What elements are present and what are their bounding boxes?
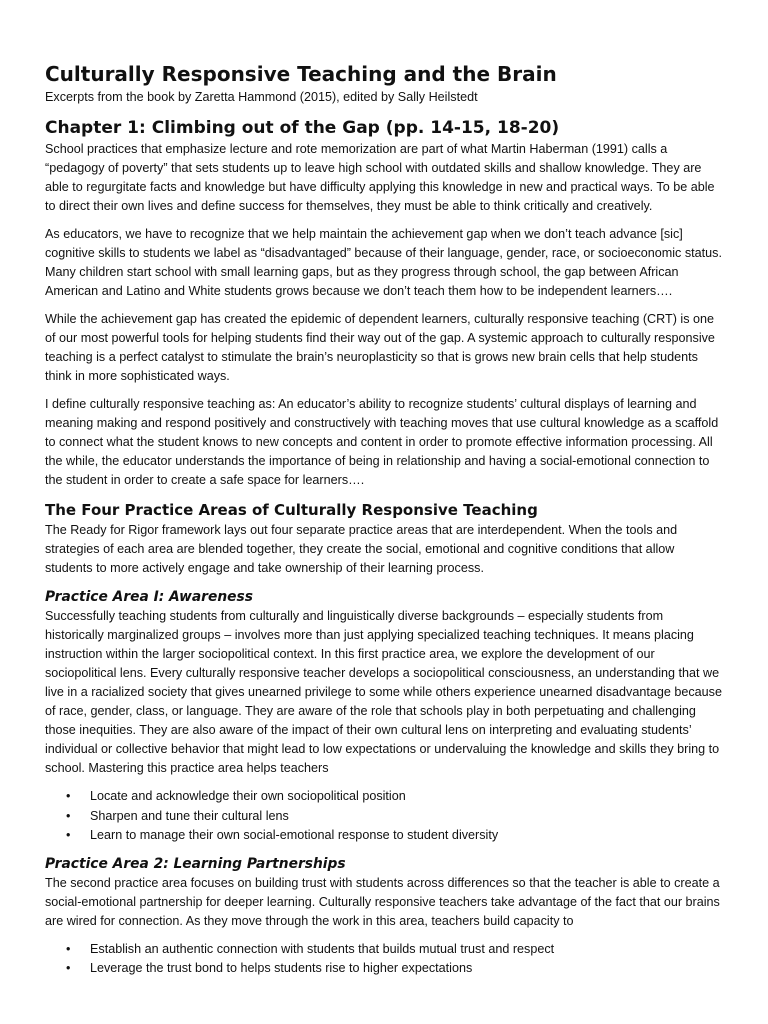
- list-item-text: Sharpen and tune their cultural lens: [90, 808, 289, 823]
- practice-area-1-list: [45, 787, 723, 846]
- chapter-paragraph: School practices that emphasize lecture and rote memorization are part of what Martin Haberman (1991) calls a “pedagogy of poverty” that sets students up to leave high school with outdated skills and shallow knowledge. They are able to regurgitate facts and knowledge but have difficulty applying this knowledge in new and practical ways. To be able to direct their own lives and define success for themselves, they must be able to think critically and creatively.: [45, 142, 715, 213]
- chapter-heading: Chapter 1: Climbing out of the Gap (pp. 14-15, 18-20): [45, 118, 560, 138]
- document-subtitle: Excerpts from the book by Zaretta Hammond (2015), edited by Sally Heilstedt: [45, 90, 478, 104]
- list-item: [66, 959, 723, 979]
- chapter-paragraph: I define culturally responsive teaching as: An educator’s ability to recognize students’ cultural displays of learning and meaning making and respond positively and constructively with teaching moves that use cultural knowledge as a scaffold to connect what the student knows to new concepts and content in order to promote effective information processing. All the while, the educator understands the importance of being in relationship and having a social-emotional connection to the student in order to create a safe space for learners….: [45, 397, 719, 487]
- practice-area-1-paragraph: Successfully teaching students from culturally and linguistically diverse backgrounds – especially students from historically marginalized groups – involves more than just applying specialized teaching techniques. It means placing instruction within the larger sociopolitical context. In this first practice area, we explore the development of our sociopolitical lens. Every culturally responsive teacher develops a sociopolitical consciousness, an understanding that we live in a racialized society that gives unearned privilege to some while others experience unearned disadvantage because of race, gender, class, or language. They are aware of the role that schools play in both perpetuating and challenging those inequities. They are also aware of the impact of their own cultural lens on interpreting and evaluating students’ individual or collective behavior that might lead to low expectations or undervaluing the knowledge and skills they bring to school. Mastering this practice area helps teachers: [45, 609, 722, 775]
- list-item: [66, 826, 723, 846]
- list-item-text: Learn to manage their own social-emotional response to student diversity: [90, 828, 499, 842]
- practice-area-1-heading: Practice Area I: Awareness: [45, 589, 253, 605]
- four-areas-paragraph: The Ready for Rigor framework lays out four separate practice areas that are interdependent. When the tools and strategies of each area are blended together, they create the social, emotional and cognitive conditions that allow students to more actively engage and take ownership of their learning process.: [45, 523, 678, 575]
- list-item-text: Leverage the trust bond to helps students rise to higher expectations: [90, 961, 473, 975]
- bullet-icon: •: [66, 961, 71, 975]
- four-areas-heading: The Four Practice Areas of Culturally Responsive Teaching: [45, 501, 538, 519]
- practice-area-2-heading: Practice Area 2: Learning Partnerships: [45, 855, 346, 872]
- list-item-text: Locate and acknowledge their own sociopolitical position: [90, 789, 406, 803]
- bullet-icon: •: [66, 808, 71, 823]
- document-title: Culturally Responsive Teaching and the Brain: [45, 62, 557, 86]
- chapter-paragraph: As educators, we have to recognize that we help maintain the achievement gap when we don’t teach advance [sic] cognitive skills to students we label as “disadvantaged” because of their language, gender, race, or socioeconomic status. Many children start school with small learning gaps, but as they progress through school, the gap between African American and Latino and White students grows because we don’t teach them how to be independent learners….: [45, 227, 722, 298]
- list-item: [66, 940, 723, 960]
- bullet-icon: •: [66, 828, 71, 842]
- list-item: [66, 787, 723, 807]
- practice-area-2-list: [45, 940, 723, 979]
- list-item-text: Establish an authentic connection with students that builds mutual trust and respect: [90, 941, 555, 956]
- practice-area-2-paragraph: The second practice area focuses on building trust with students across differences so that the teacher is able to create a social-emotional partnership for deeper learning. Culturally responsive teachers take advantage of the fact that our brains are wired for connection. As they move through the work in this area, teachers build capacity to: [45, 875, 720, 928]
- chapter-paragraph: While the achievement gap has created the epidemic of dependent learners, culturally responsive teaching (CRT) is one of our most powerful tools for helping students find their way out of the gap. A systemic approach to culturally responsive teaching is a perfect catalyst to stimulate the brain’s neuroplasticity so that is grows new brain cells that help students think in more sophisticated ways.: [45, 312, 715, 383]
- list-item: [66, 807, 723, 827]
- bullet-icon: •: [66, 941, 71, 956]
- bullet-icon: •: [66, 789, 71, 803]
